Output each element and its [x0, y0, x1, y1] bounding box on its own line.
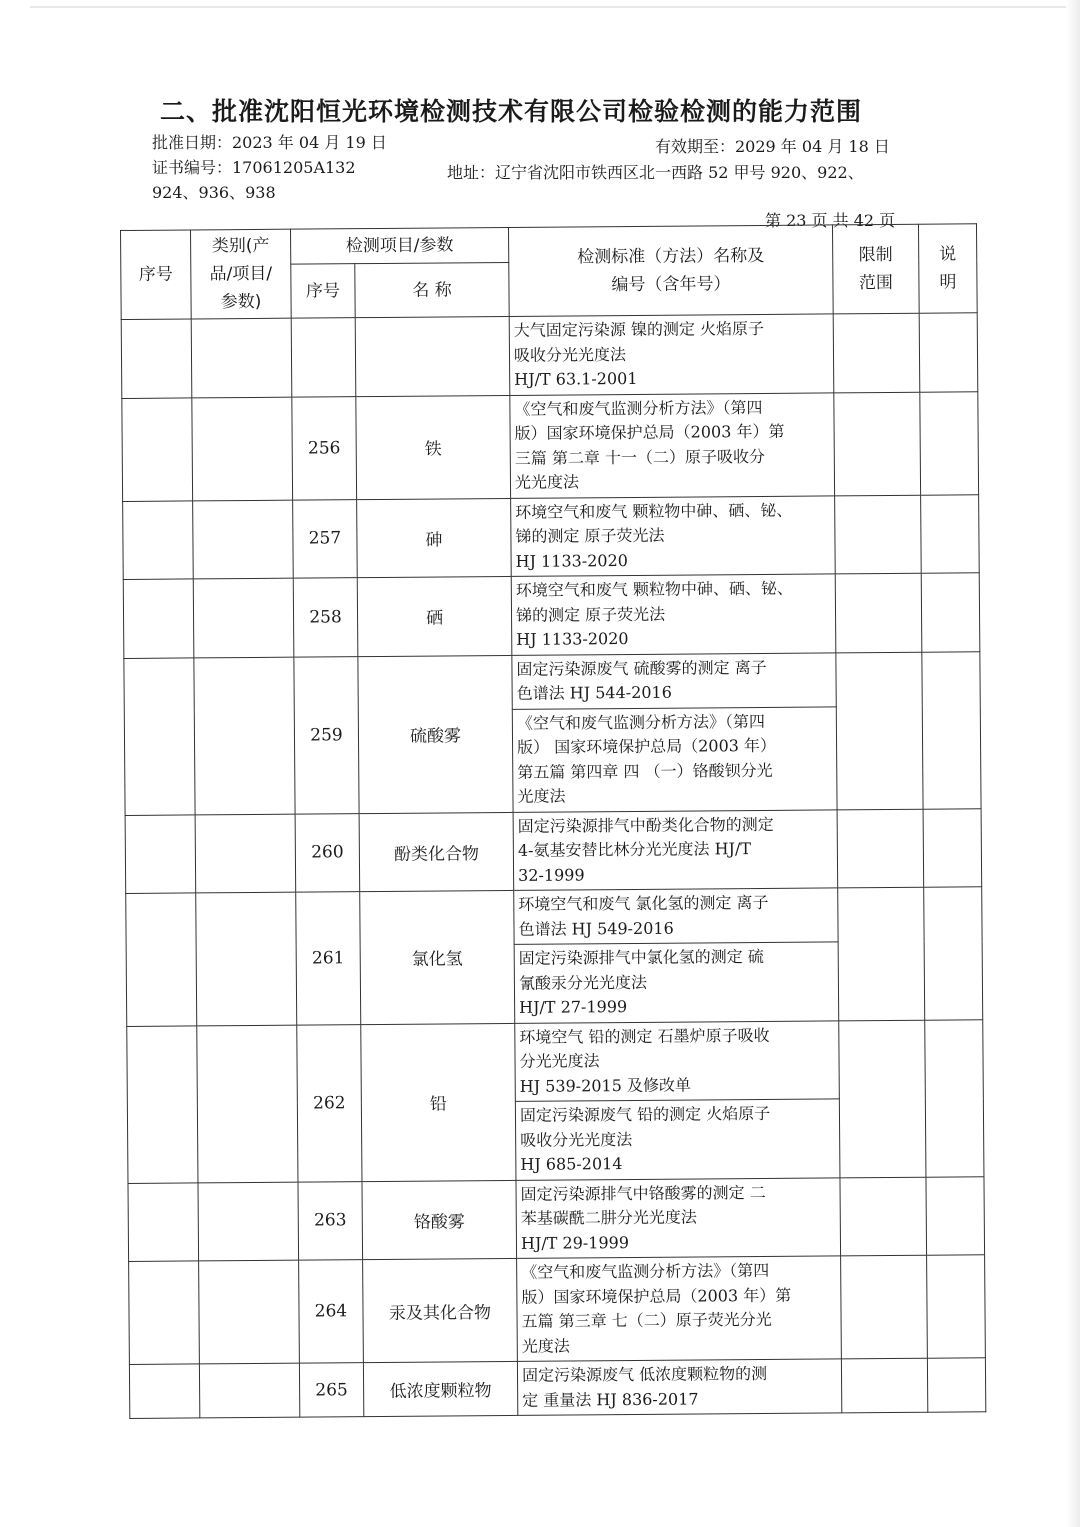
item-name: 硒 [357, 576, 512, 656]
header-item-name: 名 称 [355, 263, 509, 318]
standard-line: 固定污染源排气中酚类化合物的测定 [517, 814, 774, 836]
note-cell [925, 1019, 984, 1176]
standard-method [517, 1256, 842, 1362]
standard-method [516, 1177, 841, 1258]
standard-line: HJ 1133-2020 [515, 550, 628, 571]
standard-method [511, 574, 836, 655]
seq-cell [123, 500, 194, 579]
item-name: 砷 [357, 498, 512, 578]
scan-right-edge [1066, 0, 1080, 1527]
seq-cell [124, 657, 195, 815]
standard-method [514, 942, 839, 1023]
item-name: 铬酸雾 [362, 1180, 517, 1260]
standard-line: 环境空气 铅的测定 石墨炉原子吸收 [519, 1025, 770, 1047]
header-item-seq: 序号 [291, 264, 355, 318]
table-row [129, 1358, 985, 1419]
item-name: 铅 [361, 1023, 516, 1181]
category-cell [192, 397, 293, 501]
scan-top-edge [30, 6, 1070, 8]
standard-line: 定 重量法 HJ 836-2017 [522, 1388, 699, 1410]
standard-line: 三篇 第二章 十一（二）原子吸收分 [514, 446, 766, 468]
item-name [355, 316, 510, 396]
limit-cell [839, 1020, 926, 1178]
note-cell [923, 808, 982, 887]
table-row [124, 651, 980, 712]
standard-line: HJ 539-2015 及修改单 [519, 1075, 692, 1096]
standard-line: 五篇 第三章 七（二）原子荧光分光 [521, 1309, 772, 1331]
item-number: 265 [299, 1363, 363, 1418]
category-cell [193, 578, 294, 657]
standard-line: 色谱法 HJ 549-2016 [518, 918, 674, 939]
standard-line: 固定污染源废气 硫酸雾的测定 离子 [516, 657, 767, 679]
standard-line: 32-1999 [518, 864, 585, 885]
seq-cell [128, 1182, 199, 1261]
item-number: 263 [298, 1181, 363, 1260]
header-note: 说 明 [918, 224, 977, 313]
standard-line: 色谱法 HJ 544-2016 [516, 682, 672, 703]
note-cell [922, 651, 981, 808]
standard-line: 版） 国家环境保护总局（2003 年） [517, 735, 777, 757]
standard-line: HJ 685-2014 [520, 1154, 623, 1174]
address-line-2: 924、936、938 [152, 183, 276, 202]
seq-cell [126, 893, 197, 1026]
category-cell [198, 1182, 299, 1261]
header-limit: 限制 范围 [832, 224, 919, 314]
category-cell [196, 892, 297, 1025]
note-cell [926, 1176, 985, 1255]
standard-line: 第五篇 第四章 四 （一）铬酸钡分光 [517, 760, 773, 782]
certificate-number: 证书编号：17061205A132 [152, 158, 356, 177]
limit-cell [841, 1358, 927, 1413]
approval-date: 批准日期：2023 年 04 月 19 日 [152, 133, 387, 152]
standard-line: 环境空气和废气 颗粒物中砷、硒、铋、 [515, 578, 794, 600]
item-name: 铁 [356, 395, 511, 499]
category-cell [199, 1363, 299, 1418]
item-name: 酚类化合物 [359, 812, 514, 892]
note-cell [921, 573, 980, 652]
item-number: 262 [297, 1024, 362, 1181]
limit-cell [835, 573, 922, 652]
category-cell [197, 1025, 298, 1183]
standard-line: 大气固定污染源 镍的测定 火焰原子 [513, 318, 765, 340]
standard-line: 分光光度法 [519, 1051, 600, 1071]
table-row [122, 391, 979, 501]
standard-method [517, 1359, 841, 1416]
page-title: 二、批准沈阳恒光环境检测技术有限公司检验检测的能力范围 [160, 97, 863, 126]
table-row [123, 573, 980, 658]
standard-line: 苯基碳酰二肼分光光度法 [520, 1207, 697, 1228]
limit-cell [838, 887, 925, 1020]
header-category: 类别(产 品/项目/ 参数) [191, 229, 292, 319]
limit-cell [836, 652, 923, 810]
limit-cell [835, 495, 922, 574]
capability-table [120, 223, 986, 1419]
standard-line: 固定污染源排气中氯化氢的测定 硫 [518, 946, 764, 968]
standard-method [512, 706, 837, 812]
standard-method [510, 392, 835, 498]
standard-method [512, 652, 836, 709]
seq-cell [129, 1261, 200, 1365]
header-standard: 检测标准（方法）名称及 编号（含年号） [509, 225, 834, 317]
standard-method [515, 1020, 840, 1101]
category-cell [193, 500, 294, 579]
header-seq: 序号 [121, 230, 192, 320]
standard-line: 吸收分光光度法 [513, 344, 627, 365]
standard-line: 固定污染源废气 铅的测定 火焰原子 [519, 1103, 771, 1125]
seq-cell [122, 397, 193, 501]
standard-line: 4-氨基安替比林分光光度法 HJ/T [517, 839, 752, 860]
standard-line: HJ/T 27-1999 [519, 997, 628, 1017]
note-cell [927, 1358, 985, 1412]
standard-line: 光度法 [517, 786, 566, 806]
standard-method [511, 495, 836, 576]
note-cell [920, 391, 979, 494]
item-number: 259 [294, 656, 359, 813]
standard-method [515, 1099, 840, 1180]
limit-cell [834, 392, 921, 496]
standard-line: 光度法 [521, 1336, 570, 1356]
header-item-group: 检测项目/参数 [290, 227, 508, 264]
standard-line: 《空气和废气监测分析方法》（第四 [514, 397, 763, 419]
limit-cell [841, 1255, 928, 1359]
standard-line: 锑的测定 原子荧光法 [515, 525, 665, 546]
item-number: 258 [293, 578, 358, 657]
seq-cell [127, 1025, 198, 1183]
category-cell [194, 657, 295, 815]
standard-line: 吸收分光光度法 [520, 1129, 633, 1150]
standard-line: 《空气和废气监测分析方法》（第四 [516, 711, 765, 733]
standard-line: 《空气和废气监测分析方法》（第四 [521, 1260, 770, 1282]
standard-line: HJ 1133-2020 [516, 629, 629, 649]
note-cell [924, 887, 983, 1020]
standard-line: 环境空气和废气 氯化氢的测定 离子 [518, 892, 769, 914]
standard-line: 锑的测定 原子荧光法 [515, 604, 666, 625]
table-row [128, 1176, 985, 1261]
standard-line: 固定污染源排气中铬酸雾的测定 二 [520, 1182, 766, 1204]
page-number: 第 23 页 共 42 页 [765, 211, 896, 230]
category-cell [195, 814, 296, 893]
seq-cell [125, 814, 196, 893]
standard-line: 固定污染源废气 低浓度颗粒物的测 [521, 1363, 768, 1385]
address-line-1: 地址：辽宁省沈阳市铁西区北一西路 52 甲号 920、922、 [447, 163, 864, 182]
item-number: 261 [296, 892, 361, 1025]
standard-method [514, 888, 838, 945]
limit-cell [837, 809, 924, 888]
category-cell [199, 1260, 300, 1364]
table-row [121, 313, 978, 398]
table-row [126, 887, 982, 948]
standard-method [509, 314, 834, 395]
standard-line: HJ/T 63.1-2001 [514, 368, 638, 389]
table-row [125, 808, 982, 893]
valid-until: 有效期至：2029 年 04 月 18 日 [655, 137, 890, 156]
table-row [129, 1255, 986, 1365]
standard-line: HJ/T 29-1999 [520, 1232, 630, 1253]
item-number: 260 [295, 813, 360, 892]
standard-line: 环境空气和废气 颗粒物中砷、硒、铋、 [515, 500, 793, 522]
seq-cell [123, 579, 194, 658]
table-row [123, 494, 980, 579]
note-cell [921, 494, 980, 573]
standard-line: 版）国家环境保护总局（2003 年）第 [521, 1285, 792, 1307]
seq-cell [129, 1364, 199, 1419]
note-cell [927, 1255, 986, 1358]
standard-line: 光光度法 [514, 472, 580, 492]
standard-line: 氰酸汞分光光度法 [518, 972, 648, 993]
item-number [291, 318, 356, 397]
item-number: 257 [293, 499, 358, 578]
item-name: 低浓度颗粒物 [363, 1361, 517, 1416]
seq-cell [121, 319, 192, 398]
standard-method [513, 809, 838, 890]
category-cell [191, 318, 292, 397]
limit-cell [840, 1177, 927, 1256]
note-cell [919, 313, 978, 392]
table-row [127, 1019, 984, 1104]
item-name: 汞及其化合物 [363, 1258, 518, 1362]
table-body [121, 313, 986, 1419]
item-number: 264 [299, 1260, 364, 1363]
item-name: 硫酸雾 [358, 655, 513, 813]
limit-cell [833, 313, 920, 392]
item-number: 256 [292, 396, 357, 499]
item-name: 氯化氢 [360, 890, 515, 1024]
standard-line: 版）国家环境保护总局（2003 年）第 [514, 421, 785, 443]
